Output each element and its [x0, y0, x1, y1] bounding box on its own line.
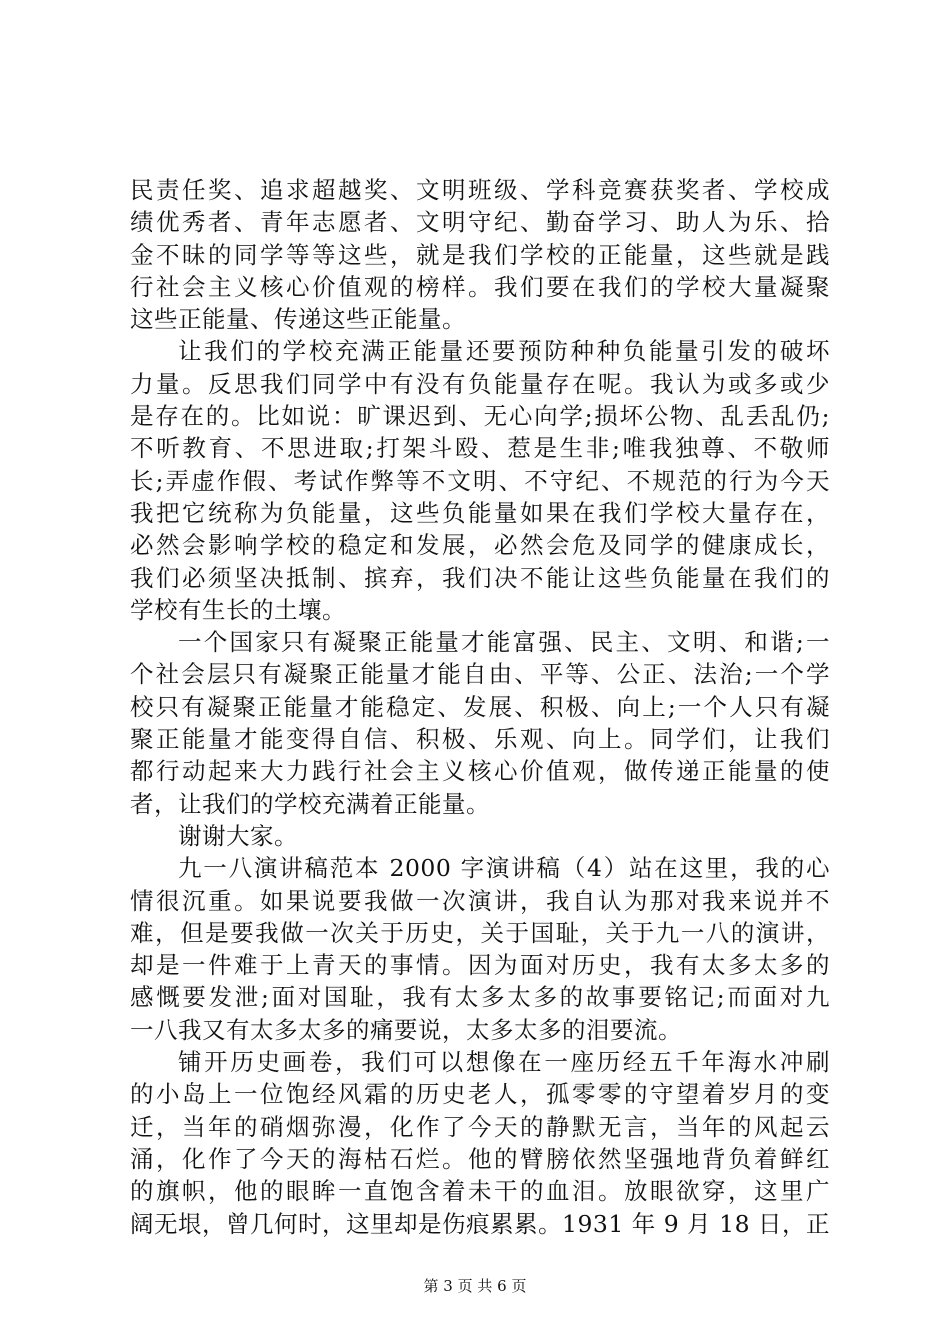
text-line: 力量。反思我们同学中有没有负能量存在呢。我认为或多或少	[130, 369, 830, 398]
text-line: 必然会影响学校的稳定和发展，必然会危及同学的健康成长，	[130, 531, 830, 560]
text-line: 九一八演讲稿范本 2000 字演讲稿（4）站在这里，我的心	[178, 854, 830, 883]
text-line: 不听教育、不思进取;打架斗殴、惹是生非;唯我独尊、不敬师	[130, 434, 830, 463]
text-line: 都行动起来大力践行社会主义核心价值观，做传递正能量的使	[130, 757, 830, 786]
document-body	[130, 174, 830, 1240]
text-line: 个社会层只有凝聚正能量才能自由、平等、公正、法治;一个学	[130, 660, 830, 689]
text-line: 我把它统称为负能量，这些负能量如果在我们学校大量存在，	[130, 498, 830, 527]
text-line: 聚正能量才能变得自信、积极、乐观、向上。同学们，让我们	[130, 725, 830, 754]
text-line: 我们必须坚决抵制、摈弃，我们决不能让这些负能量在我们的	[130, 563, 830, 592]
text-line: 一个国家只有凝聚正能量才能富强、民主、文明、和谐;一	[178, 628, 830, 657]
text-line: 的旗帜，他的眼眸一直饱含着未干的血泪。放眼欲穿，这里广	[130, 1177, 830, 1206]
text-line: 一八我又有太多太多的痛要说，太多太多的泪要流。	[130, 1015, 682, 1044]
text-line: 难，但是要我做一次关于历史，关于国耻，关于九一八的演讲，	[130, 918, 830, 947]
text-line: 这些正能量、传递这些正能量。	[130, 305, 466, 334]
text-line: 者，让我们的学校充满着正能量。	[130, 789, 490, 818]
text-line: 迁，当年的硝烟弥漫，化作了今天的静默无言，当年的风起云	[130, 1112, 830, 1141]
text-line: 学校有生长的土壤。	[130, 595, 346, 624]
text-line: 是存在的。比如说：旷课迟到、无心向学;损坏公物、乱丢乱仍;	[130, 402, 830, 431]
text-line: 涌，化作了今天的海枯石烂。他的臂膀依然坚强地背负着鲜红	[130, 1144, 830, 1173]
text-line: 民责任奖、追求超越奖、文明班级、学科竞赛获奖者、学校成	[130, 176, 830, 204]
text-line: 铺开历史画卷，我们可以想像在一座历经五千年海水冲刷	[178, 1048, 830, 1077]
text-line: 绩优秀者、青年志愿者、文明守纪、勤奋学习、助人为乐、拾	[130, 208, 830, 237]
text-line: 长;弄虚作假、考试作弊等不文明、不守纪、不规范的行为今天	[130, 466, 830, 495]
text-line: 金不昧的同学等等这些，就是我们学校的正能量，这些就是践	[130, 240, 830, 269]
text-line: 行社会主义核心价值观的榜样。我们要在我们的学校大量凝聚	[130, 272, 830, 301]
text-line: 谢谢大家。	[178, 821, 298, 850]
text-line: 情很沉重。如果说要我做一次演讲，我自认为那对我来说并不	[130, 886, 830, 915]
page-footer: 第 3 页 共 6 页	[423, 1277, 527, 1295]
text-line: 却是一件难于上青天的事情。因为面对历史，我有太多太多的	[130, 951, 830, 980]
text-line: 的小岛上一位饱经风霜的历史老人，孤零零的守望着岁月的变	[130, 1080, 830, 1109]
text-line: 校只有凝聚正能量才能稳定、发展、积极、向上;一个人只有凝	[130, 692, 830, 721]
text-line: 阔无垠，曾几何时，这里却是伤痕累累。1931 年 9 月 18 日，正	[130, 1209, 830, 1238]
text-line: 感慨要发泄;面对国耻，我有太多太多的故事要铭记;而面对九	[130, 983, 830, 1012]
text-line: 让我们的学校充满正能量还要预防种种负能量引发的破坏	[178, 337, 830, 366]
